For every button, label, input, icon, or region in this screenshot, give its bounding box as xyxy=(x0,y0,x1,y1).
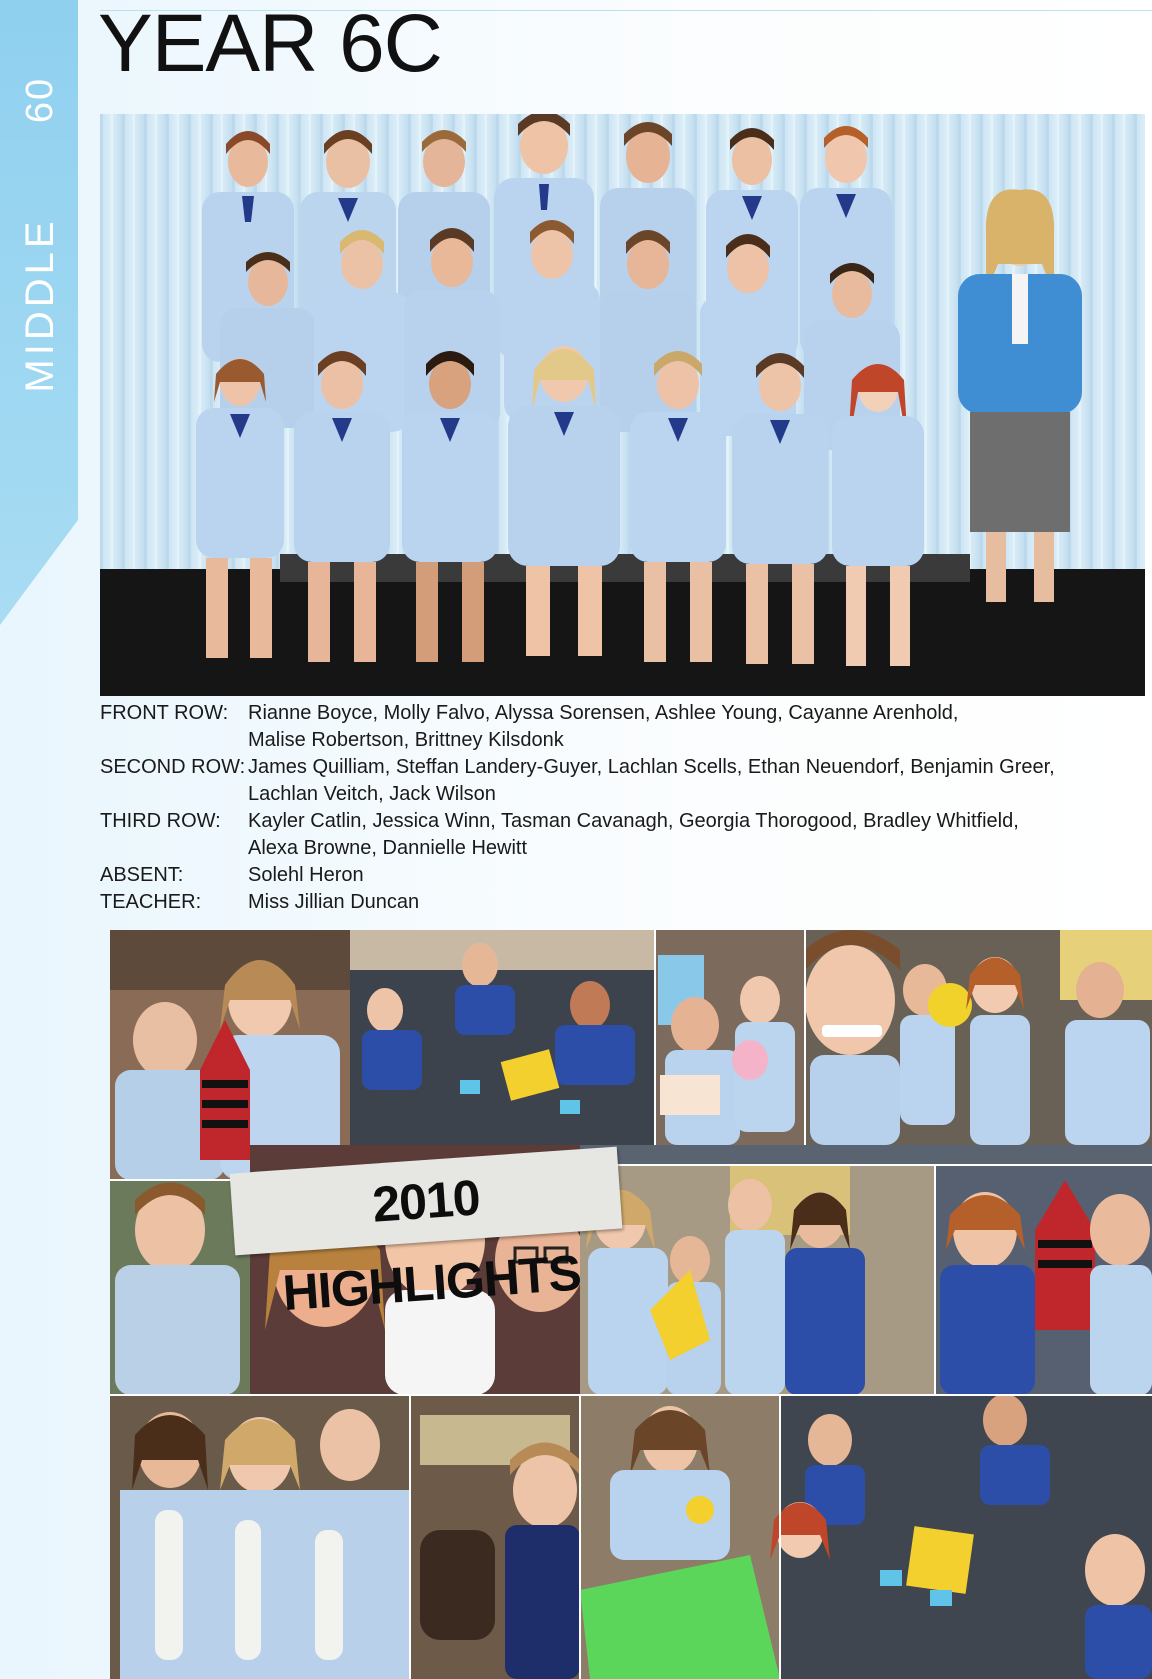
collage-photo-mummies xyxy=(110,1395,410,1679)
caption-names-line: Lachlan Veitch, Jack Wilson xyxy=(248,783,496,805)
collage-photo-floor-game xyxy=(350,930,655,1145)
collage-photo-pharaoh-mask xyxy=(110,930,350,1180)
caption-names: Solehl Heron xyxy=(248,864,364,886)
caption-names-line: James Quilliam, Steffan Landery-Guyer, Lachlan Scells, Ethan Neuendorf, Benjamin Greer, xyxy=(248,756,1055,778)
caption-row-teacher xyxy=(100,889,1140,916)
caption-label: TEACHER: xyxy=(100,891,202,913)
section-label: MIDDLE xyxy=(18,217,62,393)
caption-names xyxy=(248,754,1140,808)
caption-names-line: Kayler Catlin, Jessica Winn, Tasman Cavanagh, Georgia Thorogood, Bradley Whitfield, xyxy=(248,810,1019,832)
caption-names-line: Malise Robertson, Brittney Kilsdonk xyxy=(248,729,564,751)
caption-label: FRONT ROW: xyxy=(100,702,229,724)
collage-photo-poster xyxy=(580,1395,780,1679)
page-title: YEAR 6C xyxy=(98,0,442,89)
caption-names-line: Rianne Boyce, Molly Falvo, Alyssa Sorensen, Ashlee Young, Cayanne Arenhold, xyxy=(248,702,959,724)
caption-row-absent xyxy=(100,862,1140,889)
caption-names xyxy=(248,808,1140,862)
collage-photo-jar xyxy=(410,1395,580,1679)
caption-row-front xyxy=(100,700,1140,754)
caption-names-line: Alexa Browne, Dannielle Hewitt xyxy=(248,837,528,859)
class-photo xyxy=(100,114,1145,696)
class-caption xyxy=(100,700,1140,916)
caption-row-second xyxy=(100,754,1140,808)
collage-photo-teddy xyxy=(655,930,805,1145)
collage-photo-puppet xyxy=(580,1165,935,1395)
page-number: 60 xyxy=(19,76,61,124)
caption-row-third xyxy=(100,808,1140,862)
collage-photo-pharaoh-2 xyxy=(935,1165,1152,1395)
collage-photo-floor-game-2 xyxy=(770,1394,1152,1679)
collage-photo-grin xyxy=(805,930,1152,1145)
caption-names: Miss Jillian Duncan xyxy=(248,891,420,913)
highlights-collage xyxy=(110,930,1152,1679)
highlights-banner: 2010 HIGHLIGHTS xyxy=(230,1147,623,1256)
collage-photos xyxy=(110,930,1152,1679)
caption-label: ABSENT: xyxy=(100,864,184,886)
caption-names xyxy=(248,700,1140,754)
caption-label: SECOND ROW: xyxy=(100,756,246,778)
caption-label: THIRD ROW: xyxy=(100,810,221,832)
